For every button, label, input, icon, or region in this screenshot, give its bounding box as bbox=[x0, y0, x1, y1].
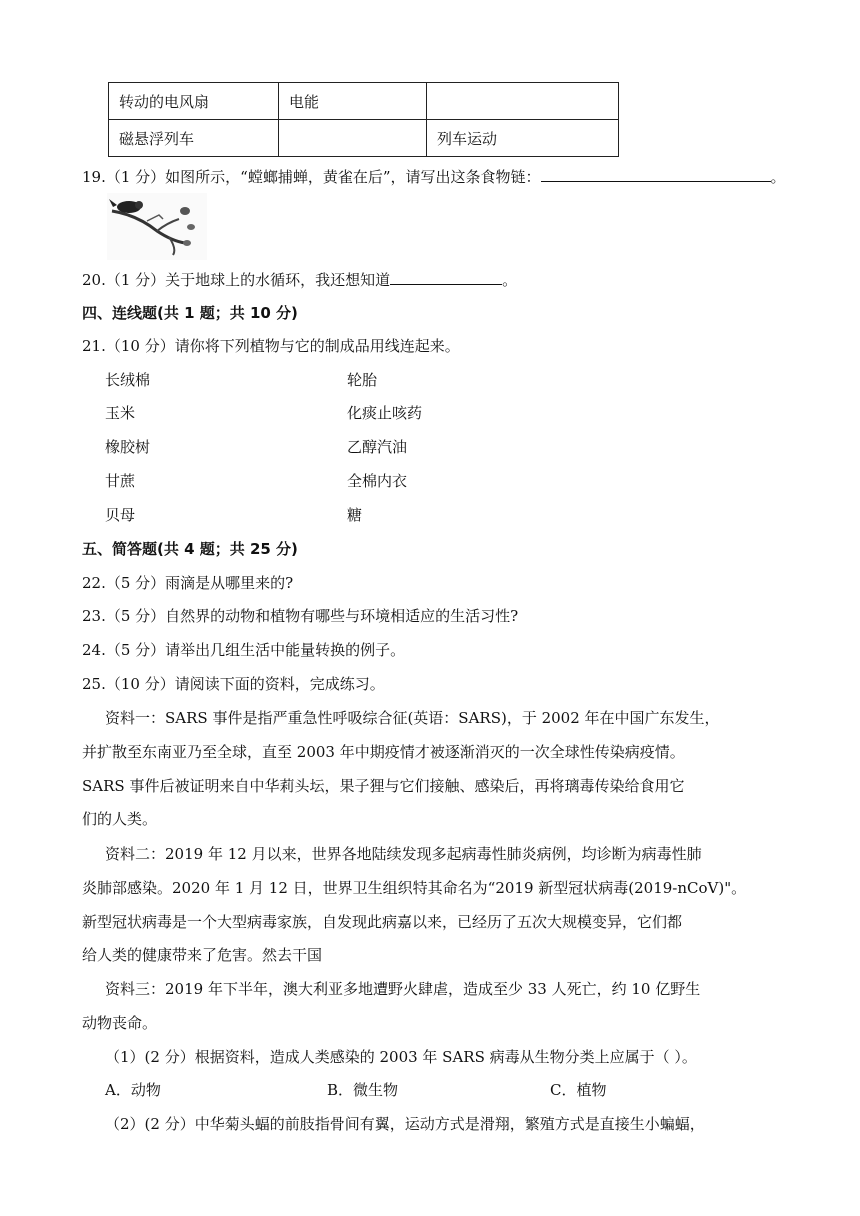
question-25: 25.（10 分）请阅读下面的资料，完成练习。 bbox=[82, 675, 385, 693]
section-4-heading: 四、连线题(共 1 题；共 10 分) bbox=[82, 304, 298, 322]
option-a: A．动物 bbox=[105, 1081, 161, 1099]
match-right-item: 轮胎 bbox=[347, 371, 378, 389]
question-20-end: 。 bbox=[502, 271, 518, 289]
match-right-item: 全棉内衣 bbox=[347, 472, 408, 490]
match-left-item: 长绒棉 bbox=[105, 371, 151, 389]
question-24: 24.（5 分）请举出几组生活中能量转换的例子。 bbox=[82, 641, 406, 659]
table-cell: 磁悬浮列车 bbox=[109, 120, 279, 157]
question-19-end: 。 bbox=[770, 168, 786, 186]
section-5-heading: 五、简答题(共 4 题；共 25 分) bbox=[82, 540, 298, 558]
material-2-line: 给人类的健康带来了危害。然去干国 bbox=[82, 946, 323, 964]
match-right-item: 化痰止咳药 bbox=[347, 404, 423, 422]
question-19 bbox=[82, 166, 786, 187]
material-1-line: 们的人类。 bbox=[82, 810, 158, 828]
question-22: 22.（5 分）雨滴是从哪里来的? bbox=[82, 574, 294, 592]
material-3-line: 资料三：2019 年下半年，澳大利亚多地遭野火肆虐，造成至少 33 人死亡，约 10 亿野生 bbox=[105, 980, 701, 998]
match-left-item: 贝母 bbox=[105, 506, 136, 524]
answer-blank bbox=[541, 166, 771, 182]
match-left-item: 玉米 bbox=[105, 404, 136, 422]
material-2-line: 炎肺部感染。2020 年 1 月 12 日，世界卫生组织特其命名为“2019 新型冠状病毒(2019-nCoV)"。 bbox=[82, 879, 747, 897]
option-c: C．植物 bbox=[550, 1081, 607, 1099]
match-left-item: 橡胶树 bbox=[105, 438, 151, 456]
table-cell: 列车运动 bbox=[427, 120, 619, 157]
energy-table bbox=[108, 82, 619, 157]
material-1-line: 并扩散至东南亚乃至全球，直至 2003 年中期疫情才被逐渐消灭的一次全球性传染病疫情。 bbox=[82, 743, 685, 761]
table-row bbox=[109, 83, 619, 120]
question-20-text: 20.（1 分）关于地球上的水循环，我还想知道 bbox=[82, 271, 391, 289]
option-b: B．微生物 bbox=[327, 1081, 399, 1099]
match-right-item: 糖 bbox=[347, 506, 363, 524]
match-right-item: 乙醇汽油 bbox=[347, 438, 408, 456]
question-21: 21.（10 分）请你将下列植物与它的制成品用线连起来。 bbox=[82, 337, 460, 355]
table-cell: 转动的电风扇 bbox=[109, 83, 279, 120]
answer-blank bbox=[390, 269, 502, 285]
question-20 bbox=[82, 269, 517, 290]
table-cell: 电能 bbox=[279, 83, 427, 120]
table-cell bbox=[279, 120, 427, 157]
material-2-line: 新型冠状病毒是一个大型病毒家族，自发现此病嘉以来，已经历了五次大规模变异，它们都 bbox=[82, 913, 683, 931]
mantis-cicada-bird-illustration bbox=[107, 193, 207, 260]
material-1-line: 资料一：SARS 事件是指严重急性呼吸综合征(英语：SARS)，于 2002 年在中国广东发生， bbox=[105, 709, 720, 727]
material-1-line: SARS 事件后被证明来自中华莉头坛，果子狸与它们接触、感染后，再将璃毒传染给食用它 bbox=[82, 777, 685, 795]
question-23: 23.（5 分）自然界的动物和植物有哪些与环境相适应的生活习性? bbox=[82, 607, 519, 625]
sub-question-1: （1）(2 分）根据资料，造成人类感染的 2003 年 SARS 病毒从生物分类上应属于（ ）。 bbox=[105, 1048, 697, 1066]
table-row bbox=[109, 120, 619, 157]
material-2-line: 资料二：2019 年 12 月以来，世界各地陆续发现多起病毒性肺炎病例，均诊断为病毒性肺 bbox=[105, 845, 702, 863]
material-3-line: 动物丧命。 bbox=[82, 1014, 158, 1032]
question-19-text: 19.（1 分）如图所示，“螳螂捕蝉，黄雀在后”，请写出这条食物链： bbox=[82, 168, 541, 186]
sub-question-2: （2）(2 分）中华菊头蝠的前肢指骨间有翼，运动方式是滑翔，繁殖方式是直接生小蝙蝠， bbox=[105, 1115, 705, 1133]
match-left-item: 甘蔗 bbox=[105, 472, 136, 490]
table-cell bbox=[427, 83, 619, 120]
